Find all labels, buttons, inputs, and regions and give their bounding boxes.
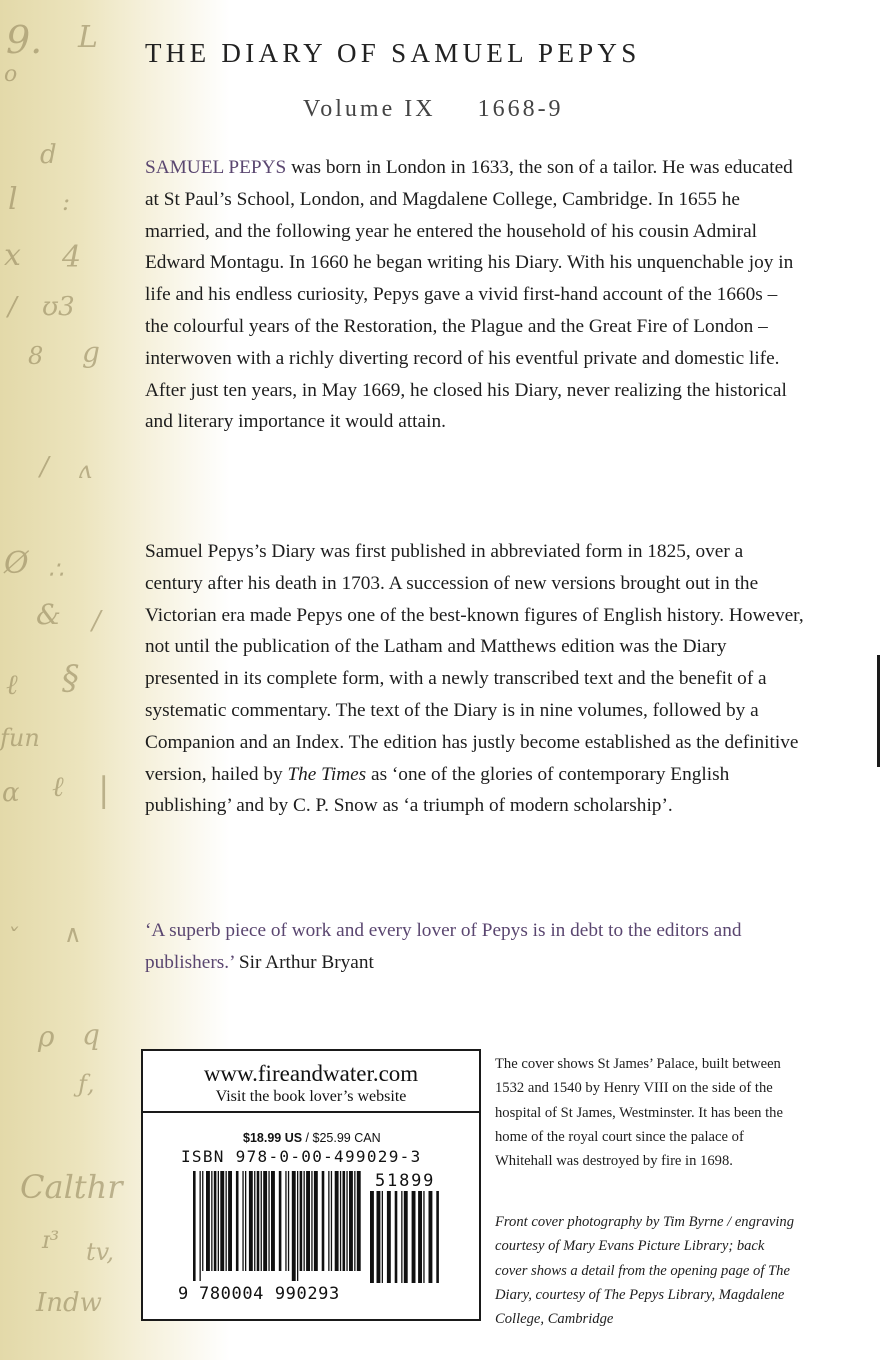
barcode-bar — [300, 1171, 303, 1271]
isbn-number: ISBN 978-0-00-499029-3 — [181, 1147, 422, 1166]
price-code: 51899 — [375, 1171, 436, 1191]
barcode-bar — [423, 1191, 424, 1283]
manuscript-scribble: ∧ — [64, 920, 82, 948]
price-us: $18.99 US — [243, 1131, 303, 1145]
website-link[interactable]: www.fireandwater.com — [203, 1061, 419, 1086]
barcode-bar — [211, 1171, 212, 1271]
manuscript-scribble: 8 — [28, 342, 44, 370]
website-tagline: Visit the book lover’s website — [215, 1088, 407, 1105]
manuscript-scribble: ˇ — [6, 924, 18, 952]
barcode-bar — [306, 1171, 310, 1271]
manuscript-scribble: & — [36, 598, 61, 631]
barcode-bar — [220, 1171, 224, 1271]
barcode-bar — [214, 1171, 217, 1271]
manuscript-scribble: Calthr — [20, 1168, 123, 1206]
barcode-bar — [285, 1171, 286, 1271]
volume-label: Volume IX — [303, 96, 436, 122]
barcode-bar — [311, 1171, 312, 1271]
volume-years: 1668-9 — [477, 96, 564, 122]
manuscript-scribble: ʊ3 — [42, 292, 75, 322]
book-title: THE DIARY OF SAMUEL PEPYS — [145, 38, 641, 68]
edition-text-end: as ‘one of the glories of contemporary English publishing’ and by C. P. Snow as ‘a triumph of modern scholarship’. — [145, 763, 730, 817]
barcode-bar — [292, 1171, 296, 1281]
barcode-bar — [261, 1171, 262, 1271]
edition-paragraph — [145, 536, 805, 822]
ean-first-digit: 9 — [178, 1284, 189, 1304]
barcode-bar — [322, 1171, 325, 1271]
manuscript-scribble: 4 — [62, 240, 82, 275]
newspaper-title: The Times — [287, 763, 367, 785]
barcode-bar — [206, 1171, 210, 1271]
ean-digits: 780004 990293 — [199, 1284, 340, 1304]
manuscript-scribble: L — [78, 20, 98, 55]
barcode-bar — [202, 1171, 203, 1271]
barcode-bar — [401, 1191, 402, 1283]
manuscript-scribble: tv, — [86, 1238, 114, 1266]
barcode-bar — [218, 1171, 219, 1271]
manuscript-scribble: ʌ — [78, 456, 92, 484]
manuscript-scribble: ɪ³ — [42, 1226, 60, 1254]
barcode-bar — [340, 1171, 341, 1271]
barcode-bar — [328, 1171, 329, 1271]
manuscript-scribble: / — [92, 606, 101, 636]
barcode-bar — [257, 1171, 260, 1271]
manuscript-scribble: / — [40, 452, 49, 482]
barcode-bar — [304, 1171, 305, 1271]
cover-note: The cover shows St James’ Palace, built between 1532 and 1540 by Henry VIII on the side of the hospital of St James, Westminster. It has been the home of the royal court since the palace of Whitehall was destroyed by fire in 1698. — [495, 1056, 783, 1170]
barcode-bar — [346, 1171, 347, 1271]
manuscript-scribble: o — [4, 62, 18, 87]
barcode-bar — [418, 1191, 422, 1283]
price-can: / $25.99 CAN — [302, 1131, 381, 1145]
barcode-bar — [377, 1191, 381, 1283]
manuscript-scribble: § — [62, 658, 79, 698]
barcode-bar — [226, 1171, 227, 1271]
barcode-bar — [370, 1191, 374, 1283]
price-label — [243, 1131, 381, 1145]
barcode-bar — [335, 1171, 339, 1271]
barcode-bar — [349, 1171, 353, 1271]
barcode-bar — [382, 1191, 383, 1283]
barcode-box — [141, 1049, 481, 1321]
manuscript-scribble: ℓ — [6, 668, 18, 701]
manuscript-scribble: g — [82, 336, 100, 369]
photo-credit: Front cover photography by Tim Byrne / engraving courtesy of Mary Evans Picture Library; back cover shows a detail from the opening page of The Diary, courtesy of The Pepys Library, Magdalene College, Cambridge — [495, 1214, 794, 1328]
manuscript-scribble: q — [82, 1018, 100, 1051]
barcode-bar — [331, 1171, 332, 1271]
barcode-bar — [254, 1171, 255, 1271]
quote-author: Sir Arthur Bryant — [234, 951, 374, 973]
manuscript-scribble: x — [4, 238, 21, 273]
biography-paragraph — [145, 152, 805, 438]
barcode-bar — [343, 1171, 346, 1271]
manuscript-scribble: / — [8, 292, 17, 322]
barcode-bar — [354, 1171, 355, 1271]
manuscript-scribble: | — [98, 770, 110, 810]
barcode-bars — [193, 1171, 365, 1283]
barcode-bar — [297, 1171, 298, 1281]
barcode-bar — [412, 1191, 416, 1283]
manuscript-scribble: : — [62, 188, 71, 216]
addon-barcode-bars — [370, 1191, 442, 1283]
author-name-highlight: SAMUEL PEPYS — [145, 157, 287, 178]
barcode-bar — [436, 1191, 439, 1283]
manuscript-scribble: ƒ, — [78, 1070, 95, 1098]
manuscript-scribble: ℓ — [52, 770, 64, 803]
barcode-bar — [314, 1171, 318, 1271]
barcode-bar — [429, 1191, 433, 1283]
barcode-bar — [395, 1191, 398, 1283]
manuscript-scribble: ∴ — [48, 556, 64, 584]
manuscript-scribble: Indw — [36, 1288, 102, 1318]
manuscript-scribble: ρ — [38, 1020, 55, 1053]
website-panel — [143, 1051, 479, 1113]
barcode-bar — [236, 1171, 239, 1271]
volume-subtitle — [303, 96, 564, 123]
barcode-bar — [193, 1171, 196, 1281]
manuscript-scribble: l — [8, 182, 18, 217]
manuscript-scribble: ɑ — [2, 778, 20, 808]
biography-text: was born in London in 1633, the son of a tailor. He was educated at St Paul’s School, London, and Magdalene College, Cambridge. In 1655 he married, and the following year he entered the household of his cousin Admiral Edward Montagu. In 1660 he began writing his Diary. With his unquenchable joy in life and his endless curiosity, Pepys gave a vivid first-hand account of the 1660s – the colourful years of the Restoration, the Plague and the Great Fire of London – interwoven with a richly diverting record of his eventful private and domestic life. After just ten years, in May 1669, he closed his Diary, never realizing the historical and literary importance it would attain. — [145, 157, 794, 433]
barcode-bar — [387, 1191, 391, 1283]
barcode-bar — [357, 1171, 361, 1271]
barcode-bar — [228, 1171, 232, 1271]
barcode-bar — [268, 1171, 269, 1271]
barcode-bar — [249, 1171, 253, 1271]
manuscript-scribble: ƒun — [0, 724, 40, 752]
barcode-bar — [200, 1171, 201, 1281]
edition-text-start: Samuel Pepys’s Diary was first published in abbreviated form in 1825, over a century after his death in 1703. A succession of new versions brought out in the Victorian era made Pepys one of the best-known figures of English history. However, not until the publication of the Latham and Matthews edition was the Diary presented in its complete form, with a newly transcribed text and the benefit of a systematic commentary. The text of the Diary is in nine volumes, followed by a Companion and an Index. The edition has justly become established as the definitive version, hailed by — [145, 541, 804, 785]
manuscript-scribble: Ø — [4, 546, 29, 581]
barcode-bar — [404, 1191, 408, 1283]
barcode-bar — [271, 1171, 275, 1271]
barcode-bar — [288, 1171, 289, 1271]
manuscript-scribble: 9. — [6, 18, 43, 62]
barcode-bar — [279, 1171, 282, 1271]
quote-text: ‘A superb piece of work and every lover of Pepys is in debt to the editors and publishers.’ — [145, 920, 742, 973]
barcode-bar — [263, 1171, 267, 1271]
review-quote — [145, 915, 805, 979]
manuscript-scribble: d — [40, 140, 57, 170]
barcode-bar — [245, 1171, 246, 1271]
barcode-bar — [242, 1171, 243, 1271]
